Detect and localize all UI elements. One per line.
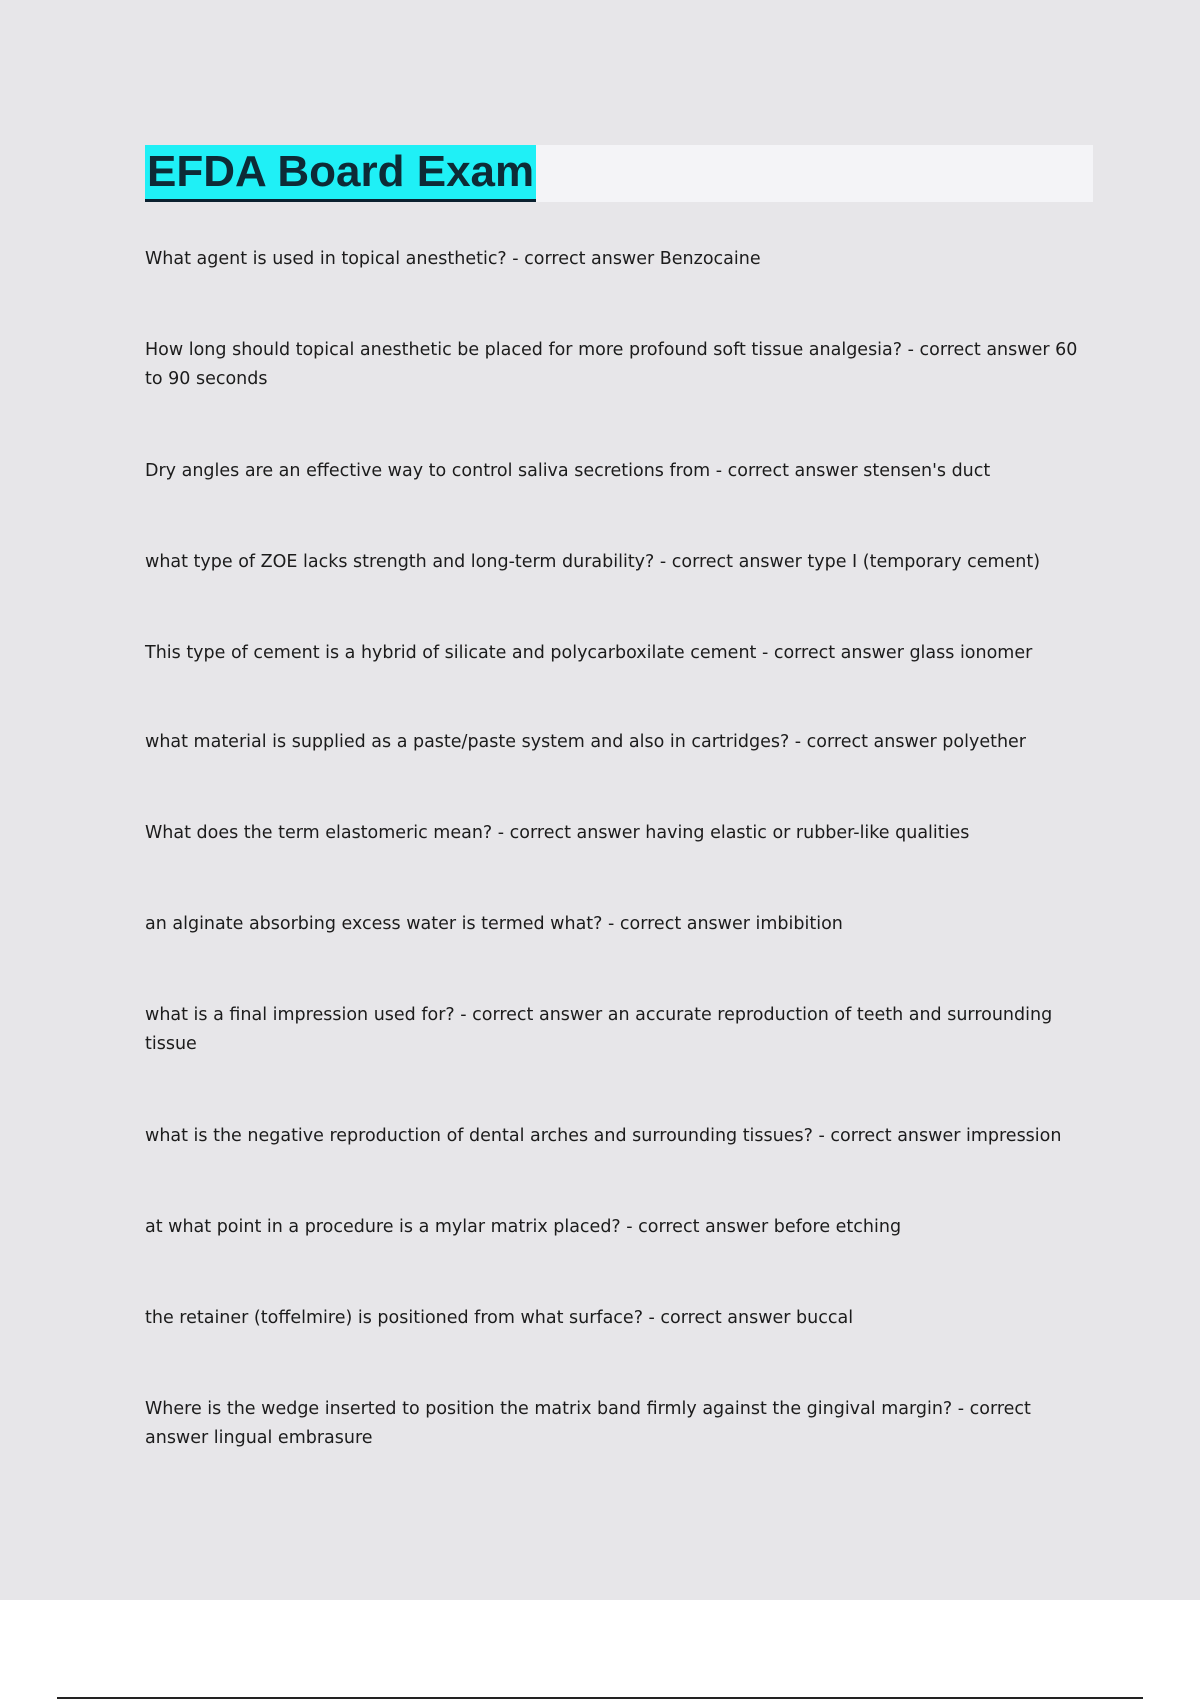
- qa-item-7: What does the term elastomeric mean? - correct answer having elastic or rubber-like qualities: [145, 823, 970, 843]
- qa-item-2: How long should topical anesthetic be placed for more profound soft tissue analgesia? - correct answer 60 to 90 seconds: [145, 340, 1078, 389]
- qa-item-9: what is a final impression used for? - correct answer an accurate reproduction of teeth and surrounding tissue: [145, 1005, 1053, 1054]
- qa-item-11: at what point in a procedure is a mylar matrix placed? - correct answer before etching: [145, 1217, 902, 1237]
- qa-item-6: what material is supplied as a paste/paste system and also in cartridges? - correct answer polyether: [145, 732, 1027, 752]
- qa-item-4: what type of ZOE lacks strength and long-term durability? - correct answer type I (temporary cement): [145, 552, 1041, 572]
- qa-item-1: What agent is used in topical anesthetic? - correct answer Benzocaine: [145, 249, 761, 269]
- document-title: EFDA Board Exam: [145, 145, 536, 202]
- qa-item-3: Dry angles are an effective way to control saliva secretions from - correct answer stensen's duct: [145, 461, 991, 481]
- qa-item-12: the retainer (toffelmire) is positioned from what surface? - correct answer buccal: [145, 1308, 854, 1328]
- qa-item-10: what is the negative reproduction of dental arches and surrounding tissues? - correct answer impression: [145, 1126, 1062, 1146]
- qa-item-13: Where is the wedge inserted to position the matrix band firmly against the gingival margin? - correct answer lingual embrasure: [145, 1399, 1031, 1448]
- qa-item-8: an alginate absorbing excess water is termed what? - correct answer imbibition: [145, 914, 843, 934]
- title-bar: [145, 145, 1093, 202]
- footer-rule: [57, 1697, 1143, 1699]
- qa-item-5: This type of cement is a hybrid of silicate and polycarboxilate cement - correct answer glass ionomer: [145, 643, 1033, 663]
